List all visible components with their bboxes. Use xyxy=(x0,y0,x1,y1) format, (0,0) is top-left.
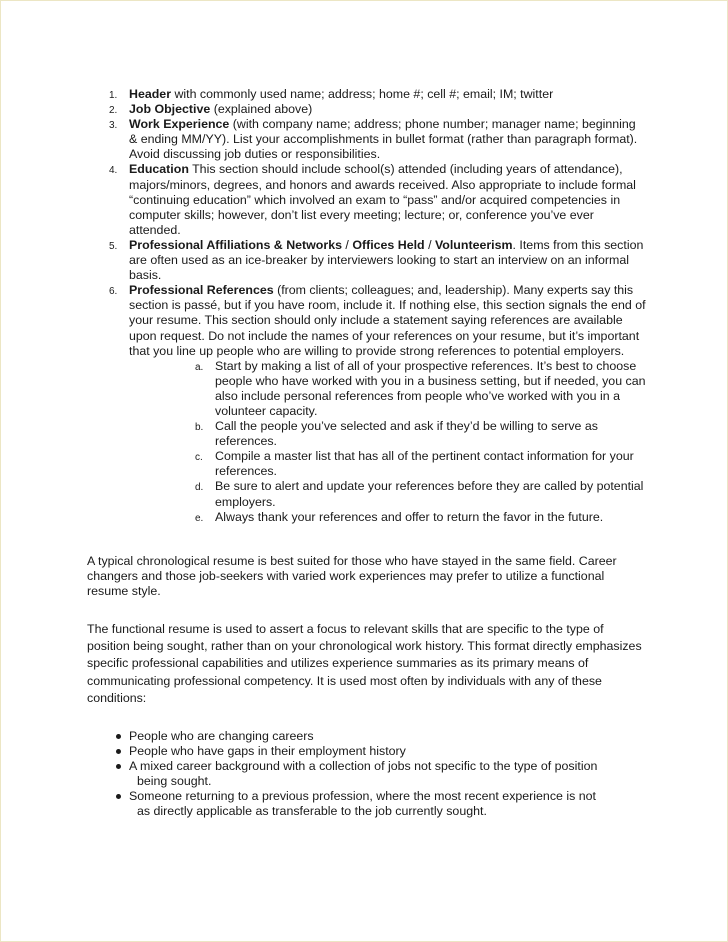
section-title: Work Experience xyxy=(129,117,230,132)
list-item xyxy=(87,102,647,117)
section-text: This section should include school(s) attended (including years of attendance), majors/minors, degrees, and honors and awards received. Also appropriate to include formal “continuing education” which involved an exam to “pass” and/or acquired competencies in computer skills; however, don’t list every meeting; lecture; or, conference you’ve ever attended. xyxy=(129,162,636,237)
item-number: 3. xyxy=(109,120,118,132)
condition-text-continued: being sought. xyxy=(137,774,212,789)
condition-text: A mixed career background with a collection of jobs not specific to the type of position xyxy=(129,759,598,774)
condition-text: Someone returning to a previous profession, where the most recent experience is not xyxy=(129,789,596,804)
list-item xyxy=(87,789,647,819)
condition-text-continued: as directly applicable as transferable to the job currently sought. xyxy=(137,804,487,819)
item-letter: d. xyxy=(195,482,204,494)
item-number: 2. xyxy=(109,105,118,117)
list-item xyxy=(87,759,647,789)
bullet-icon xyxy=(116,734,121,739)
list-item xyxy=(87,729,647,744)
list-item xyxy=(129,359,647,419)
section-text: (from clients; colleagues; and, leadership). Many experts say this section is passé, but if you have room, include it. If nothing else, this section signals the end of your resume. This section should only include a statement saying references are available upon request. Do not include the names of your references on your resume, but it’s important that you line up people who are willing to provide strong references to potential employers. xyxy=(129,283,646,358)
step-text: Start by making a list of all of your prospective references. It’s best to choose people who have worked with you in a business setting, but if needed, you can also include personal references from people who’ve worked with you in a volunteer capacity. xyxy=(215,358,646,418)
section-title: Professional Affiliations & Networks xyxy=(129,237,342,252)
bullet-icon xyxy=(116,764,121,769)
functional-paragraph: The functional resume is used to assert a focus to relevant skills that are specific to the type of position being sought, rather than on your chronological work history. This format directly emphasizes specific professional capabilities and utilizes experience summaries as its primary means of communicating professional competency. It is used most often by individuals with any of these conditions: xyxy=(87,622,642,705)
list-item xyxy=(129,479,647,509)
list-item xyxy=(129,449,647,479)
list-item xyxy=(87,87,647,102)
section-title: Education xyxy=(129,162,189,177)
condition-text: People who are changing careers xyxy=(129,729,314,743)
item-letter: c. xyxy=(195,452,203,464)
conditions-list xyxy=(87,729,647,820)
section-title: Offices Held xyxy=(352,237,425,252)
section-text: (with company name; address; phone number; manager name; beginning & ending MM/YY). List your accomplishments in bullet format (rather than paragraph format). Avoid discussing job duties or responsibilities. xyxy=(129,117,638,162)
section-title: Volunteerism xyxy=(434,237,513,252)
list-item xyxy=(87,283,647,525)
item-letter: a. xyxy=(195,361,204,373)
section-text: (explained above) xyxy=(210,102,313,117)
item-number: 5. xyxy=(109,240,118,252)
list-item xyxy=(129,419,647,449)
bullet-icon xyxy=(116,794,121,799)
title-separator: / xyxy=(424,237,435,252)
step-text: Be sure to alert and update your references before they are called by potential employers. xyxy=(215,479,644,509)
section-title: Professional References xyxy=(129,283,274,298)
list-item xyxy=(87,744,647,759)
section-text: with commonly used name; address; home #; cell #; email; IM; twitter xyxy=(171,87,554,101)
condition-text: People who have gaps in their employment history xyxy=(129,744,406,759)
list-item xyxy=(87,238,647,283)
resume-sections-list xyxy=(87,87,647,525)
section-text: . Items from this section are often used as an ice-breaker by interviewers looking to start an interview on an informal basis. xyxy=(129,237,644,283)
item-number: 6. xyxy=(109,286,118,298)
step-text: Compile a master list that has all of the pertinent contact information for your references. xyxy=(215,449,634,479)
step-text: Call the people you’ve selected and ask if they’d be willing to serve as references. xyxy=(215,419,598,449)
list-item xyxy=(129,510,647,525)
section-title: Job Objective xyxy=(129,102,211,117)
title-separator: / xyxy=(341,237,353,252)
section-title: Header xyxy=(129,87,172,101)
item-letter: b. xyxy=(195,422,204,434)
chronological-paragraph: A typical chronological resume is best suited for those who have stayed in the same field. Career changers and those job-seekers with varied work experiences may prefer to utilize a functional resume style. xyxy=(87,554,617,599)
item-number: 1. xyxy=(109,90,118,101)
step-text: Always thank your references and offer to return the favor in the future. xyxy=(215,509,604,524)
list-item xyxy=(87,162,647,237)
reference-steps-list xyxy=(129,359,647,525)
bullet-icon xyxy=(116,749,121,754)
item-letter: e. xyxy=(195,512,204,524)
item-number: 4. xyxy=(109,165,118,177)
list-item xyxy=(87,117,647,162)
